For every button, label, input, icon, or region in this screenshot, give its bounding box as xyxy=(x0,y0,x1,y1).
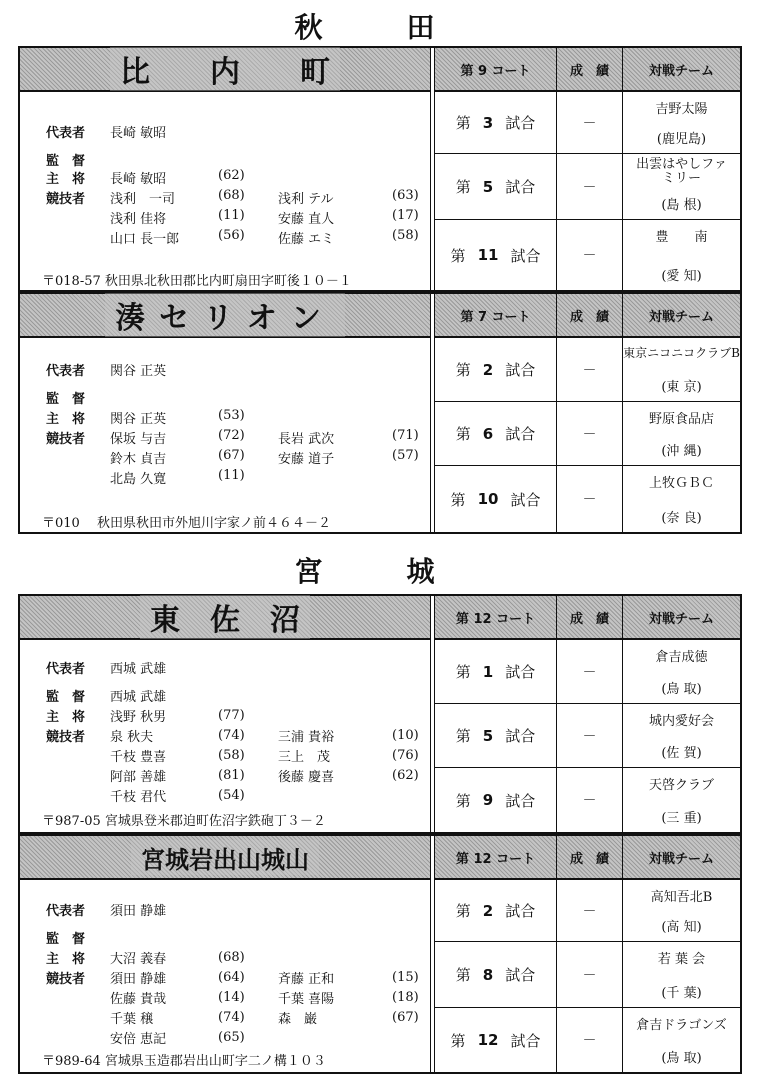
game-num: 12 xyxy=(477,1031,499,1049)
game-num: 9 xyxy=(482,791,494,809)
team-name: 東 佐 沼 xyxy=(140,595,310,639)
opponent-home: (東 京) xyxy=(661,380,702,395)
player-name: 千枝 豊喜 xyxy=(110,750,167,765)
player-name: 佐藤 エミ xyxy=(278,232,335,247)
team-block-higashi-sanuma xyxy=(18,594,742,834)
game-num: 2 xyxy=(482,901,494,920)
game-number xyxy=(435,154,557,219)
game-result: － xyxy=(557,942,623,1007)
player-age: (63) xyxy=(392,188,419,203)
player-name: 斉藤 正和 xyxy=(278,972,335,987)
player-age: (11) xyxy=(218,208,245,223)
team-info-panel xyxy=(20,294,430,532)
player-age: (62) xyxy=(392,768,419,783)
player-age: (67) xyxy=(392,1010,419,1025)
match-row xyxy=(435,880,740,942)
opponent-cell xyxy=(623,220,740,290)
team-address: 〒018-57 秋田県北秋田郡比内町扇田字町後１０－１ xyxy=(42,274,352,289)
match-row xyxy=(435,466,740,532)
team-name-banner xyxy=(20,836,430,880)
team-name-banner xyxy=(20,596,430,640)
player-age: (14) xyxy=(218,990,245,1005)
coach-label: 監 督 xyxy=(46,932,86,947)
game-num: 6 xyxy=(482,424,494,443)
player-name: 後藤 慶喜 xyxy=(278,770,335,785)
game-num: 5 xyxy=(482,726,494,745)
game-result: － xyxy=(557,338,623,401)
opponent-name: 東京ニコニコクラブB xyxy=(623,346,740,360)
game-result: － xyxy=(557,704,623,767)
captain-label: 主 将 xyxy=(46,710,86,725)
opponent-cell xyxy=(623,402,740,465)
game-pre: 第 xyxy=(450,1031,466,1050)
coach-label: 監 督 xyxy=(46,392,86,407)
game-post: 試合 xyxy=(505,727,536,745)
player-name: 佐藤 貴哉 xyxy=(110,992,167,1007)
player-age: (18) xyxy=(392,990,419,1005)
team-block-iwadeyama-shiroyama xyxy=(18,834,742,1074)
game-num: 2 xyxy=(482,360,494,379)
opponent-name: 倉吉ドラゴンズ xyxy=(636,1018,727,1033)
court-header: 第 9 コート xyxy=(435,48,557,92)
game-num: 5 xyxy=(482,177,494,196)
opponent-name: 高知吾北B xyxy=(650,890,713,905)
team-block-hinai xyxy=(18,46,742,292)
players-label: 競技者 xyxy=(46,432,86,447)
game-post: 試合 xyxy=(510,490,541,509)
player-name: 長岩 武次 xyxy=(278,432,335,447)
result-header: 成 績 xyxy=(557,596,623,640)
coach-name: 西城 武雄 xyxy=(110,690,167,705)
opponent-home: (千 葉) xyxy=(661,986,702,1001)
team-block-minato-serion xyxy=(18,292,742,534)
team-info-panel xyxy=(20,596,430,832)
game-pre: 第 xyxy=(455,727,471,745)
player-name: 山口 長一郎 xyxy=(110,232,180,247)
opponent-header: 対戦チーム xyxy=(623,48,740,92)
coach-label: 監 督 xyxy=(46,154,86,169)
rep-label: 代表者 xyxy=(46,126,86,141)
captain-label: 主 将 xyxy=(46,172,86,187)
court-header: 第 12 コート xyxy=(435,596,557,640)
opponent-cell xyxy=(623,768,740,832)
opponent-cell xyxy=(623,338,740,401)
court-header: 第 12 コート xyxy=(435,836,557,880)
opponent-name: 上牧ＧＢＣ xyxy=(648,476,714,491)
player-age: (74) xyxy=(218,1010,245,1025)
opponent-home: (鹿児島) xyxy=(656,132,707,147)
game-result: － xyxy=(557,466,623,532)
captain-label: 主 将 xyxy=(46,952,86,967)
player-age: (68) xyxy=(218,188,245,203)
team-address: 〒989-64 宮城県玉造郡岩出山町字二ノ構１０３ xyxy=(42,1054,326,1069)
game-number xyxy=(435,466,557,532)
opponent-home: (高 知) xyxy=(661,920,702,935)
game-pre: 第 xyxy=(450,490,466,509)
team-name-banner xyxy=(20,294,430,338)
game-post: 試合 xyxy=(505,902,536,920)
captain-age: (77) xyxy=(218,708,245,723)
opponent-name: 若 葉 会 xyxy=(657,952,706,967)
opponent-home: (三 重) xyxy=(661,811,702,826)
rep-label: 代表者 xyxy=(46,662,86,677)
game-post: 試合 xyxy=(505,966,536,984)
opponent-cell xyxy=(623,1008,740,1072)
opponent-cell xyxy=(623,704,740,767)
players-label: 競技者 xyxy=(46,730,86,745)
opponent-home: (鳥 取) xyxy=(661,682,702,697)
match-row xyxy=(435,768,740,832)
player-name: 浅利 佳将 xyxy=(110,212,167,227)
game-post: 試合 xyxy=(510,1031,541,1050)
rep-label: 代表者 xyxy=(46,904,86,919)
team-info-panel xyxy=(20,836,430,1072)
game-number xyxy=(435,768,557,832)
match-row xyxy=(435,338,740,402)
game-pre: 第 xyxy=(455,902,471,920)
opponent-cell xyxy=(623,466,740,532)
game-result: － xyxy=(557,402,623,465)
player-name: 鈴木 貞吉 xyxy=(110,452,167,467)
prefecture-title-miyagi: 宮 城 xyxy=(294,555,463,588)
match-table xyxy=(434,836,740,1072)
game-number xyxy=(435,92,557,153)
player-age: (58) xyxy=(392,228,419,243)
coach-label: 監 督 xyxy=(46,690,86,705)
opponent-name: 倉吉成徳 xyxy=(655,650,708,665)
team-address: 〒987-05 宮城県登米郡迫町佐沼字鉄砲丁３－２ xyxy=(42,814,326,829)
match-row xyxy=(435,704,740,768)
match-row xyxy=(435,402,740,466)
game-result: － xyxy=(557,768,623,832)
player-age: (72) xyxy=(218,428,245,443)
opponent-name: 天啓クラブ xyxy=(648,778,714,793)
game-number xyxy=(435,1008,557,1072)
player-age: (11) xyxy=(218,468,245,483)
player-name: 千葉 喜陽 xyxy=(278,992,335,1007)
player-name: 阿部 善雄 xyxy=(110,770,167,785)
rep-label: 代表者 xyxy=(46,364,86,379)
match-table xyxy=(434,294,740,532)
game-result: － xyxy=(557,880,623,941)
player-age: (56) xyxy=(218,228,245,243)
opponent-cell xyxy=(623,154,740,219)
player-name: 北島 久寛 xyxy=(110,472,167,487)
captain-label: 主 将 xyxy=(46,412,86,427)
rep-name: 関谷 正英 xyxy=(110,364,167,379)
game-post: 試合 xyxy=(505,114,536,132)
player-name: 安倍 恵記 xyxy=(110,1032,167,1047)
game-post: 試合 xyxy=(505,425,536,443)
game-pre: 第 xyxy=(450,246,466,265)
opponent-home: (沖 縄) xyxy=(661,444,702,459)
captain-name: 長崎 敏昭 xyxy=(110,172,167,187)
game-num: 3 xyxy=(482,113,494,132)
game-pre: 第 xyxy=(455,791,471,810)
opponent-name: 豊 南 xyxy=(655,230,708,245)
player-name: 三上 茂 xyxy=(278,750,331,765)
team-name: 宮城岩出山城山 xyxy=(131,840,319,875)
game-post: 試合 xyxy=(505,791,536,810)
players-label: 競技者 xyxy=(46,192,86,207)
opponent-cell xyxy=(623,880,740,941)
rep-name: 西城 武雄 xyxy=(110,662,167,677)
players-label: 競技者 xyxy=(46,972,86,987)
match-row xyxy=(435,92,740,154)
team-name: 湊セリオン xyxy=(105,293,345,337)
game-result: － xyxy=(557,154,623,219)
captain-age: (68) xyxy=(218,950,245,965)
opponent-cell xyxy=(623,92,740,153)
player-name: 千枝 君代 xyxy=(110,790,167,805)
game-post: 試合 xyxy=(505,361,536,379)
game-pre: 第 xyxy=(455,114,471,132)
player-name: 須田 静雄 xyxy=(110,972,167,987)
player-name: 浅利 テル xyxy=(278,192,334,207)
match-row xyxy=(435,640,740,704)
captain-name: 大沼 義春 xyxy=(110,952,167,967)
match-table xyxy=(434,48,740,290)
team-name-banner xyxy=(20,48,430,92)
game-pre: 第 xyxy=(455,966,471,984)
game-num: 10 xyxy=(477,490,499,508)
game-number xyxy=(435,880,557,941)
team-info-panel xyxy=(20,48,430,290)
game-result: － xyxy=(557,640,623,703)
game-number xyxy=(435,402,557,465)
game-number xyxy=(435,338,557,401)
game-pre: 第 xyxy=(455,663,471,681)
match-row xyxy=(435,1008,740,1072)
captain-name: 関谷 正英 xyxy=(110,412,167,427)
player-age: (67) xyxy=(218,448,245,463)
player-age: (76) xyxy=(392,748,419,763)
result-header: 成 績 xyxy=(557,48,623,92)
player-age: (15) xyxy=(392,970,419,985)
game-pre: 第 xyxy=(455,425,471,443)
opponent-home: (奈 良) xyxy=(661,511,702,526)
game-num: 1 xyxy=(482,662,494,681)
player-name: 泉 秋夫 xyxy=(110,730,154,745)
player-age: (17) xyxy=(392,208,419,223)
opponent-home: (島 根) xyxy=(661,198,702,213)
game-num: 11 xyxy=(477,246,499,264)
player-name: 千葉 穣 xyxy=(110,1012,154,1027)
player-name: 三浦 貴裕 xyxy=(278,730,335,745)
player-age: (74) xyxy=(218,728,245,743)
prefecture-title-akita: 秋 田 xyxy=(294,11,463,44)
opponent-cell xyxy=(623,942,740,1007)
result-header: 成 績 xyxy=(557,294,623,338)
captain-name: 浅野 秋男 xyxy=(110,710,167,725)
player-age: (54) xyxy=(218,788,245,803)
game-number xyxy=(435,640,557,703)
opponent-name: 出雲はやしファミリー xyxy=(636,157,727,186)
opponent-home: (愛 知) xyxy=(661,269,702,284)
captain-age: (53) xyxy=(218,408,245,423)
player-age: (57) xyxy=(392,448,419,463)
game-number xyxy=(435,704,557,767)
game-post: 試合 xyxy=(505,663,536,681)
opponent-header: 対戦チーム xyxy=(623,836,740,880)
player-age: (64) xyxy=(218,970,245,985)
match-row xyxy=(435,942,740,1008)
opponent-header: 対戦チーム xyxy=(623,294,740,338)
game-post: 試合 xyxy=(505,178,536,196)
team-name: 比 内 町 xyxy=(110,47,340,91)
match-table xyxy=(434,596,740,832)
player-age: (58) xyxy=(218,748,245,763)
player-age: (65) xyxy=(218,1030,245,1045)
game-result: － xyxy=(557,92,623,153)
match-row xyxy=(435,220,740,290)
opponent-cell xyxy=(623,640,740,703)
player-age: (10) xyxy=(392,728,419,743)
opponent-home: (鳥 取) xyxy=(661,1051,702,1066)
rep-name: 須田 静雄 xyxy=(110,904,167,919)
captain-age: (62) xyxy=(218,168,245,183)
game-result: － xyxy=(557,220,623,290)
game-post: 試合 xyxy=(510,246,541,265)
opponent-home: (佐 賀) xyxy=(661,746,702,761)
opponent-name: 野原食品店 xyxy=(648,412,714,427)
game-number xyxy=(435,220,557,290)
player-name: 安藤 直人 xyxy=(278,212,335,227)
rep-name: 長崎 敏昭 xyxy=(110,126,167,141)
team-address: 〒010 秋田県秋田市外旭川字家ノ前４６４－２ xyxy=(42,516,331,531)
game-number xyxy=(435,942,557,1007)
player-age: (81) xyxy=(218,768,245,783)
game-pre: 第 xyxy=(455,361,471,379)
player-name: 森 巌 xyxy=(278,1012,318,1027)
game-result: － xyxy=(557,1008,623,1072)
result-header: 成 績 xyxy=(557,836,623,880)
player-name: 安藤 道子 xyxy=(278,452,335,467)
game-pre: 第 xyxy=(455,178,471,196)
player-name: 浅利 一司 xyxy=(110,192,176,207)
court-header: 第 7 コート xyxy=(435,294,557,338)
opponent-name: 吉野太陽 xyxy=(655,102,708,117)
game-num: 8 xyxy=(482,965,494,984)
opponent-header: 対戦チーム xyxy=(623,596,740,640)
player-name: 保坂 与吉 xyxy=(110,432,167,447)
match-row xyxy=(435,154,740,220)
opponent-name: 城内愛好会 xyxy=(648,714,714,729)
player-age: (71) xyxy=(392,428,419,443)
